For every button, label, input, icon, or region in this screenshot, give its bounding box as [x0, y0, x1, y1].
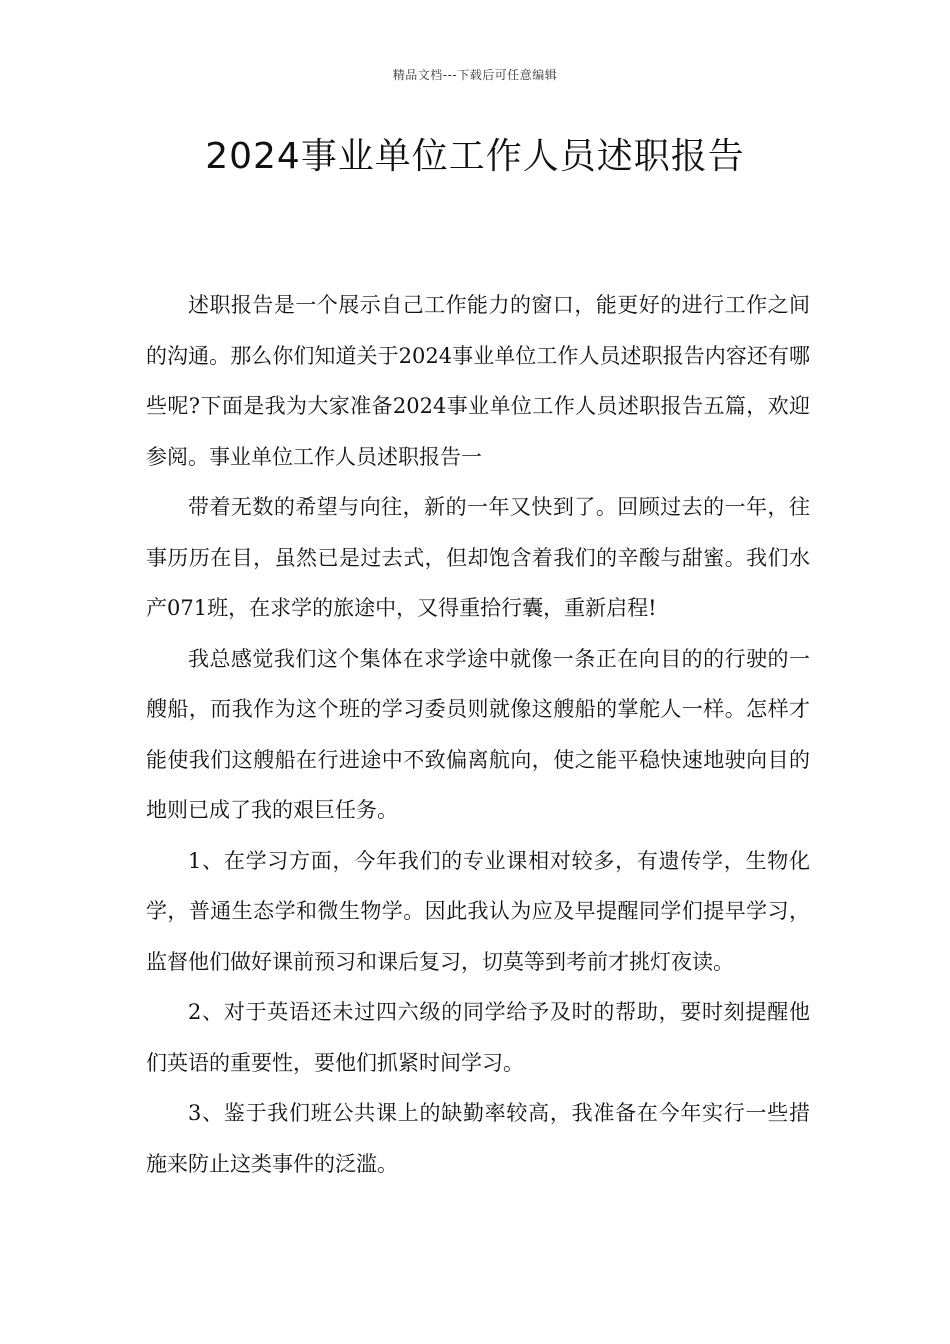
document-body: [146, 280, 810, 1189]
paragraph-new-year: 带着无数的希望与向往，新的一年又快到了。回顾过去的一年，往事历历在目，虽然已是过去式，但却饱含着我们的辛酸与甜蜜。我们水产071班，在求学的旅途中，又得重拾行囊，重新启程!: [146, 495, 810, 620]
document-title: 2024事业单位工作人员述职报告: [205, 136, 745, 177]
paragraph-item-2: 2、对于英语还未过四六级的同学给予及时的帮助，要时刻提醒他们英语的重要性，要他们抓紧时间学习。: [146, 1000, 810, 1075]
paragraph-item-3: 3、鉴于我们班公共课上的缺勤率较高，我准备在今年实行一些措施来防止这类事件的泛滥。: [146, 1101, 810, 1176]
paragraph-ship-metaphor: 我总感觉我们这个集体在求学途中就像一条正在向目的的行驶的一艘船，而我作为这个班的学习委员则就像这艘船的掌舵人一样。怎样才能使我们这艘船在行进途中不致偏离航向，使之能平稳快速地驶向目的地则已成了我的艰巨任务。: [146, 646, 810, 822]
paragraph-item-1: 1、在学习方面，今年我们的专业课相对较多，有遗传学，生物化学，普通生态学和微生物学。因此我认为应及早提醒同学们提早学习，监督他们做好课前预习和课后复习，切莫等到考前才挑灯夜读。: [146, 848, 810, 974]
paragraph-intro: 述职报告是一个展示自己工作能力的窗口，能更好的进行工作之间的沟通。那么你们知道关于2024事业单位工作人员述职报告内容还有哪些呢?下面是我为大家准备2024事业单位工作人员述职报告五篇，欢迎参阅。事业单位工作人员述职报告一: [146, 293, 810, 469]
header-note: 精品文档---下载后可任意编辑: [392, 68, 558, 82]
